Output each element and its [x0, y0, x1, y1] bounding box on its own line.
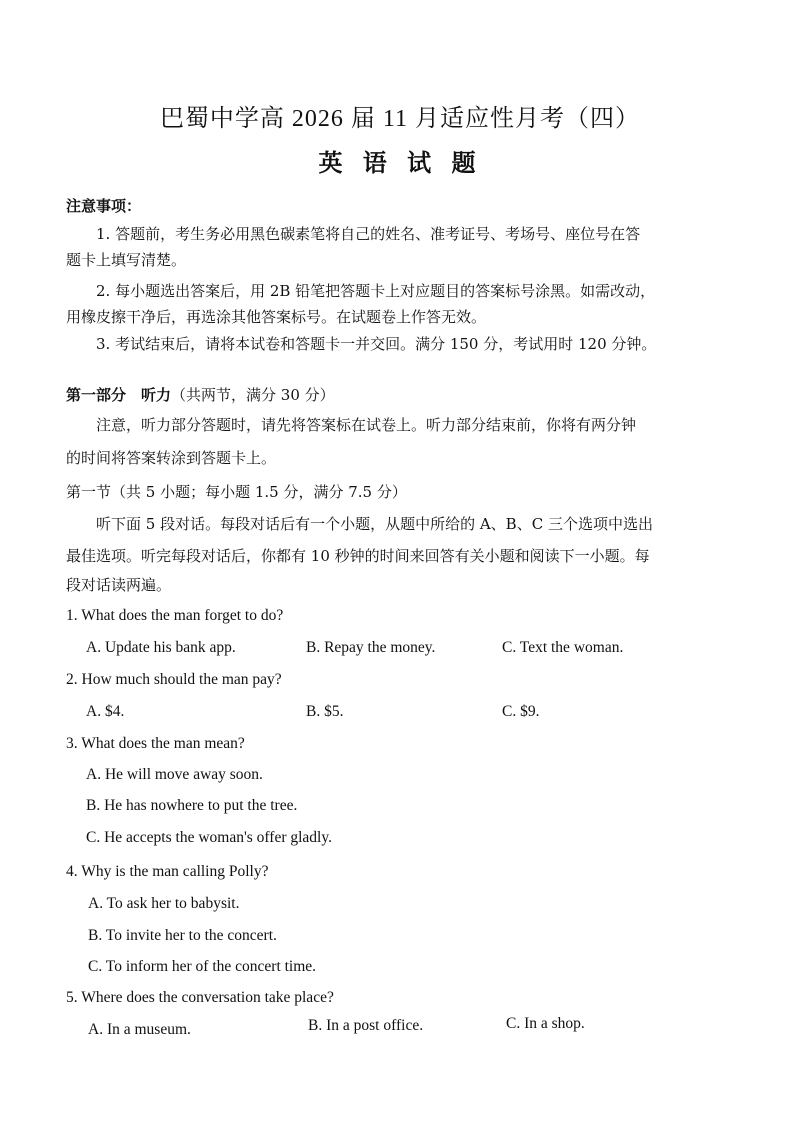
section1-instructions-line-2: 最佳选项。听完每段对话后，你都有 10 秒钟的时间来回答有关小题和阅读下一小题。每 — [66, 547, 650, 565]
question-5-option-a: A. In a museum. — [88, 1021, 191, 1038]
part1-heading-extra: （共两节，满分 30 分） — [171, 386, 335, 404]
question-5-option-c: C. In a shop. — [506, 1015, 585, 1032]
question-3-option-b: B. He has nowhere to put the tree. — [86, 797, 298, 814]
question-2-option-b: B. $5. — [306, 703, 344, 720]
notes-heading: 注意事项： — [66, 197, 142, 215]
part1-heading-line — [66, 385, 335, 405]
notes-item-1-line-1: 1. 答题前，考生务必用黑色碳素笔将自己的姓名、准考证号、考场号、座位号在答 — [96, 225, 641, 243]
question-1-stem: 1. What does the man forget to do? — [66, 607, 284, 624]
question-4-option-a: A. To ask her to babysit. — [88, 895, 240, 912]
exam-title: 巴蜀中学高 2026 届 11 月适应性月考（四） — [159, 106, 641, 132]
exam-subtitle: 英 语 试 题 — [318, 148, 482, 177]
notes-item-3: 3. 考试结束后，请将本试卷和答题卡一并交回。满分 150 分，考试用时 120 分钟。 — [96, 335, 657, 353]
question-2-option-c: C. $9. — [502, 703, 540, 720]
question-1-option-b: B. Repay the money. — [306, 639, 436, 656]
question-4-option-b: B. To invite her to the concert. — [88, 927, 277, 944]
notes-item-2-line-2: 用橡皮擦干净后，再选涂其他答案标号。在试题卷上作答无效。 — [66, 308, 487, 326]
question-5-stem: 5. Where does the conversation take place? — [66, 989, 334, 1006]
notes-item-1-line-2: 题卡上填写清楚。 — [66, 251, 187, 269]
question-3-option-a: A. He will move away soon. — [86, 766, 263, 783]
question-3-stem: 3. What does the man mean? — [66, 735, 245, 752]
question-3-option-c: C. He accepts the woman's offer gladly. — [86, 829, 332, 846]
section1-heading: 第一节（共 5 小题；每小题 1.5 分，满分 7.5 分） — [66, 483, 407, 501]
question-2-option-a: A. $4. — [86, 703, 125, 720]
part1-note-line-1: 注意，听力部分答题时，请先将答案标在试卷上。听力部分结束前，你将有两分钟 — [96, 416, 637, 434]
part1-note-line-2: 的时间将答案转涂到答题卡上。 — [66, 449, 277, 467]
question-1-option-c: C. Text the woman. — [502, 639, 624, 656]
notes-item-2-line-1: 2. 每小题选出答案后，用 2B 铅笔把答题卡上对应题目的答案标号涂黑。如需改动， — [96, 282, 656, 300]
section1-instructions-line-3: 段对话读两遍。 — [66, 576, 172, 594]
part1-heading: 第一部分 听力 — [66, 386, 172, 404]
question-4-stem: 4. Why is the man calling Polly? — [66, 863, 269, 880]
question-5-option-b: B. In a post office. — [308, 1017, 424, 1034]
question-1-option-a: A. Update his bank app. — [86, 639, 236, 656]
section1-instructions-line-1: 听下面 5 段对话。每段对话后有一个小题，从题中所给的 A、B、C 三个选项中选出 — [96, 515, 653, 533]
question-4-option-c: C. To inform her of the concert time. — [88, 958, 317, 975]
question-2-stem: 2. How much should the man pay? — [66, 671, 282, 688]
